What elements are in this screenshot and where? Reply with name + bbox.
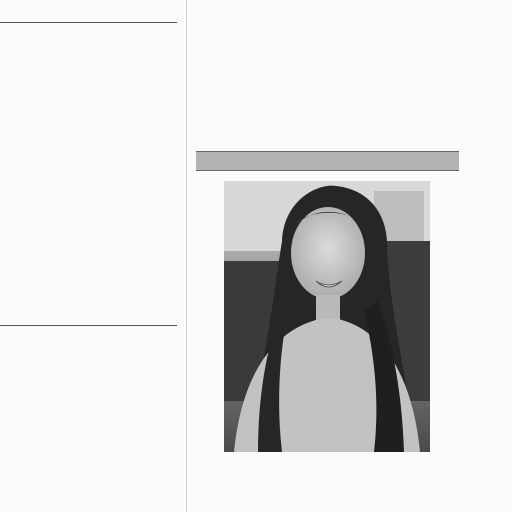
obituary-divider <box>0 22 177 23</box>
memorial-portrait-photo <box>224 181 430 452</box>
left-column <box>0 0 177 512</box>
column-divider <box>186 0 187 512</box>
obituary-divider <box>0 325 177 326</box>
section-header-memorials <box>196 151 459 171</box>
portrait-photo-placeholder <box>224 181 430 452</box>
